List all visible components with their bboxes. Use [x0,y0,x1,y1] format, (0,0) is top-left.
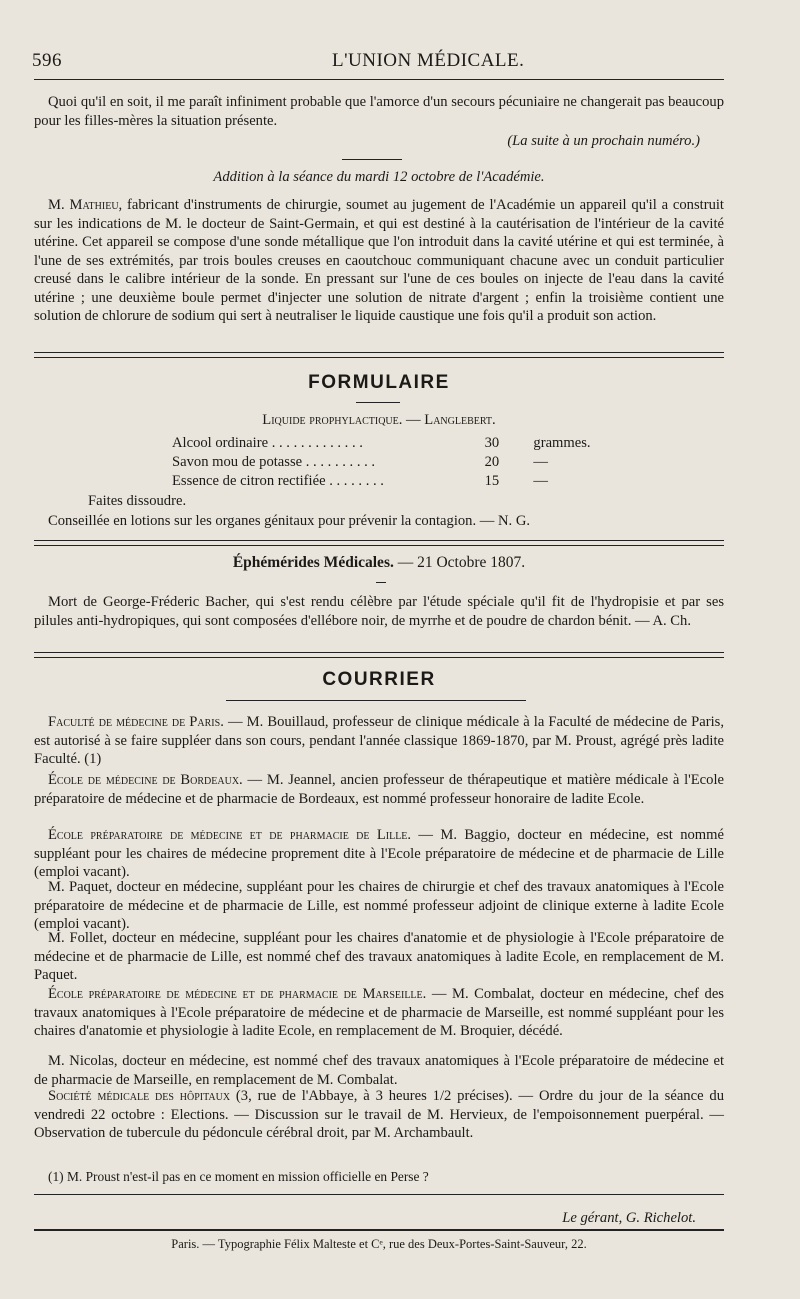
courrier-item-lead: École préparatoire de médecine et de pharmacie de Marseille. [48,986,427,1002]
courrier-title: COURRIER [322,669,436,690]
addition-heading: Addition à la séance du mardi 12 octobre de l'Académie. [213,169,545,185]
ingredient-name: Alcool ordinaire . . . . . . . . . . . . . [172,435,363,451]
double-rule [34,352,724,358]
printer-imprint: Paris. — Typographie Félix Malteste et Cᵉ, rue des Deux-Portes-Saint-Sauveur, 22. [171,1237,587,1251]
courrier-item [34,713,724,769]
courrier-item-lead: École de médecine de Bordeaux. [48,772,243,788]
addition-name: M. Mathieu, [48,197,123,213]
intro-paragraph: Quoi qu'il en soit, il me paraît infiniment probable que l'amorce d'un secours pécuniaire ne changerait pas beaucoup pour les filles-mères la situation présente. [34,94,724,129]
ingredient-row [172,453,592,472]
ingredient-qty: 30 [484,435,500,451]
courrier-item-lead: Faculté de médecine de Paris. [48,714,224,730]
courrier-item [34,1052,724,1089]
courrier-item-lead: École préparatoire de médecine et de pharmacie de Lille. [48,827,412,843]
courrier-underline [226,700,526,701]
ingredient-qty: 15 [484,473,500,489]
footnote: (1) M. Proust n'est-il pas en ce moment en mission officielle en Perse ? [48,1169,429,1184]
courrier-item-text: — M. Combalat, docteur en médecine, chef des travaux anatomiques à l'Ecole préparatoire de médecine et de pharmacie de Marseille, est nommé suppléant pour les chaires d'anatomie et physiologie à ladite Ecole, en remplacement de M. Broquier, décédé. [34,986,724,1039]
courrier-item [34,1087,724,1143]
footer-rule [34,1194,724,1195]
courrier-item [34,826,724,882]
page-number: 596 [32,50,62,71]
ingredient-row [172,472,592,491]
courrier-item-text: — M. Bouillaud, professeur de clinique médicale à la Faculté de médecine de Paris, est autorisé à se faire suppléer dans son cours, pendant l'année classique 1869-1870, par M. Proust, agrégé près ladite Faculté. (1) [34,714,724,767]
courrier-item-text: M. Paquet, docteur en médecine, suppléant pour les chaires de chirurgie et chef des travaux anatomiques à l'Ecole préparatoire de médecine et de pharmacie de Lille, est nommé professeur adjoint de clinique externe à ladite Ecole (emploi vacant). [34,879,724,932]
courrier-item [34,878,724,934]
suite-note: (La suite à un prochain numéro.) [507,133,700,149]
addition-paragraph [34,196,724,326]
signature: Le gérant, G. Richelot. [562,1210,696,1226]
ingredient-list [172,434,592,491]
ingredient-unit: grammes. [533,435,591,451]
ingredient-name: Essence de citron rectifiée . . . . . . . . [172,473,384,489]
double-rule [34,540,724,546]
courrier-item-text: M. Follet, docteur en médecine, suppléant pour les chaires d'anatomie et de physiologie à l'Ecole préparatoire de médecine et de pharmacie de Lille, est nommé chef des travaux anatomiques à ladite Ecole, en remplacement de M. Paquet. [34,930,724,983]
courrier-item-text: M. Nicolas, docteur en médecine, est nommé chef des travaux anatomiques à l'Ecole préparatoire de médecine et de pharmacie de Marseille, en remplacement de M. Combalat. [34,1053,724,1088]
ingredient-unit: — [533,473,548,489]
formulaire-usage: Conseillée en lotions sur les organes génitaux pour prévenir la contagion. — N. G. [48,513,531,529]
ingredient-unit: — [533,454,548,470]
courrier-item [34,929,724,985]
ingredient-name: Savon mou de potasse . . . . . . . . . . [172,454,376,470]
ephemerides-paragraph: Mort de George-Fréderic Bacher, qui s'est rendu célèbre par l'étude spéciale qu'il fit de l'hydropisie et par ses pilules anti-hydropiques, qui sont composées d'ellébore noir, de myrrhe et de poudre de chardon bénit. — A. Ch. [34,594,724,629]
running-title: L'UNION MÉDICALE. [332,50,525,71]
ephemerides-date: — 21 Octobre 1807. [397,554,526,571]
formulaire-instruction: Faites dissoudre. [88,493,187,509]
formulaire-subtitle: Liquide prophylactique. — Langlebert. [262,412,496,428]
short-separator [376,582,386,583]
ephemerides-title: Éphémérides Médicales. [232,554,394,571]
footer-rule [34,1229,724,1231]
short-separator [342,159,402,160]
double-rule [34,652,724,658]
courrier-item-lead: Société médicale des hôpitaux [48,1088,231,1104]
courrier-item [34,985,724,1041]
formulaire-title: FORMULAIRE [308,372,450,393]
ephemerides-heading [34,554,724,573]
addition-text: fabricant d'instruments de chirurgie, soumet au jugement de l'Académie un appareil qu'il a construit sur les indications de M. le docteur de Saint-Germain, et qui est destiné à la cautérisation de l'intérieur de la cavité utérine. Cet appareil se compose d'une sonde métallique que l'on introduit dans la cavité utérine et qui est terminée, à l'une de ses extrémités, par trois boules creuses en caoutchouc communiquant chacune avec un conduit particulier creusé dans le calibre intérieur de la sonde. En pressant sur l'une de ces boules on injecte de l'eau dans la cavité utérine ; une deuxième boule permet d'injecter une solution de nitrate d'argent ; enfin la troisième contient une solution de chlorure de sodium qui sert à neutraliser le liquide caustique une fois qu'il a produit son action. [34,197,724,324]
courrier-item-text: (3, rue de l'Abbaye, à 3 heures 1/2 précises). — Ordre du jour de la séance du vendredi 22 octobre : Elections. — Discussion sur le travail de M. Hervieux, de l'empoisonnement puerpéral. — Observation de tubercule du pédoncule cérébral droit, par M. Archambault. [34,1088,724,1141]
ingredient-qty: 20 [484,454,500,470]
courrier-item-text: — M. Jeannel, ancien professeur de thérapeutique et matière médicale à l'Ecole préparatoire de médecine et de pharmacie de Bordeaux, est nommé professeur honoraire de ladite Ecole. [34,772,724,807]
header-rule [34,79,724,80]
courrier-item [34,771,724,808]
ingredient-row [172,434,592,453]
courrier-item-text: — M. Baggio, docteur en médecine, est nommé suppléant pour les chaires de médecine proprement dite à l'Ecole préparatoire de médecine et de pharmacie de Lille (emploi vacant). [34,827,724,880]
short-separator [356,402,400,403]
page-header [32,46,726,74]
